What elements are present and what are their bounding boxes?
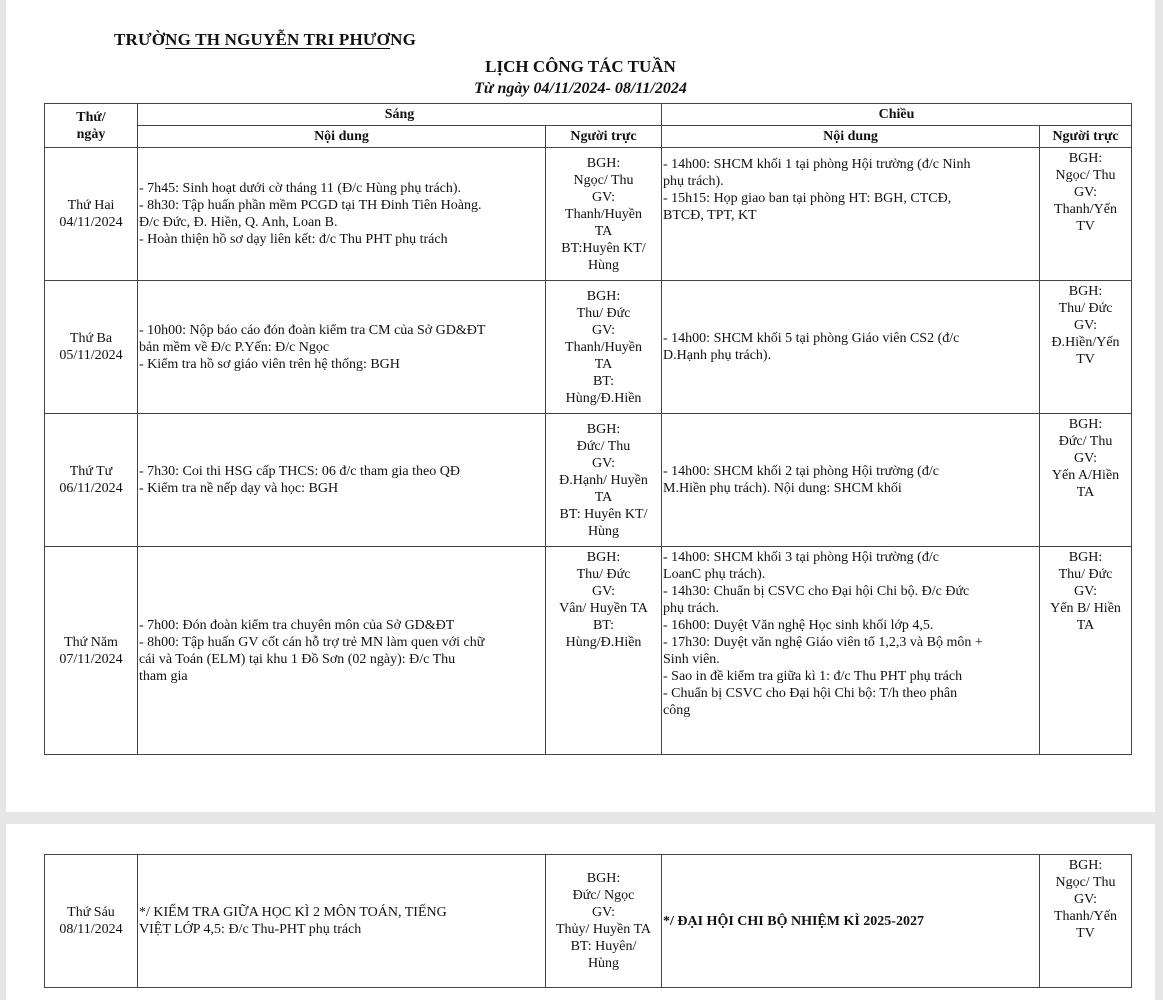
- day-cell: Thứ Hai 04/11/2024: [45, 148, 138, 281]
- afternoon-duty-cell: BGH: Thu/ Đức GV: Yến B/ Hiền TA: [1040, 547, 1132, 755]
- morning-content-cell: */ KIỂM TRA GIỮA HỌC KÌ 2 MÔN TOÁN, TIẾNG VIỆT LỚP 4,5: Đ/c Thu-PHT phụ trách: [138, 855, 546, 988]
- page-sheet-1: [6, 0, 1155, 812]
- morning-duty-cell: BGH: Đức/ Thu GV: Đ.Hạnh/ Huyền TA BT: Huyên KT/ Hùng: [546, 414, 662, 547]
- afternoon-duty-cell: BGH: Thu/ Đức GV: Đ.Hiền/Yến TV: [1040, 281, 1132, 414]
- afternoon-content-cell: - 14h00: SHCM khối 2 tại phòng Hội trường (đ/c M.Hiền phụ trách). Nội dung: SHCM khối: [662, 414, 1040, 547]
- afternoon-content-cell: - 14h00: SHCM khối 5 tại phòng Giáo viên CS2 (đ/c D.Hạnh phụ trách).: [662, 281, 1040, 414]
- table-row: [45, 281, 1132, 414]
- day-cell: Thứ Tư 06/11/2024: [45, 414, 138, 547]
- document-title: LỊCH CÔNG TÁC TUẦN: [485, 57, 676, 76]
- table-row: [45, 547, 1132, 755]
- table-row: [45, 414, 1132, 547]
- morning-content-cell: - 10h00: Nộp báo cáo đón đoàn kiểm tra CM của Sở GD&ĐT bản mềm về Đ/c P.Yến: Đ/c Ngọc - Kiểm tra hồ sơ giáo viên trên hệ thống: BGH: [138, 281, 546, 414]
- morning-duty-cell: BGH: Đức/ Ngọc GV: Thủy/ Huyền TA BT: Huyên/ Hùng: [546, 855, 662, 988]
- col-afternoon-content-header: Nội dung: [662, 126, 1040, 148]
- date-range: Từ ngày 04/11/2024- 08/11/2024: [474, 80, 687, 97]
- afternoon-duty-cell: BGH: Đức/ Thu GV: Yến A/Hiền TA: [1040, 414, 1132, 547]
- col-afternoon-duty-header: Người trực: [1040, 126, 1132, 148]
- table-row: [45, 148, 1132, 281]
- table-row: [45, 855, 1132, 988]
- col-morning-header: Sáng: [138, 104, 662, 126]
- afternoon-content-cell: - 14h00: SHCM khối 3 tại phòng Hội trường (đ/c LoanC phụ trách). - 14h30: Chuẩn bị CSVC cho Đại hội Chi bộ. Đ/c Đức phụ trách. - 16h00: Duyệt Văn nghệ Học sinh khối lớp 4,5. - 17h30: Duyệt văn nghệ Giáo viên tổ 1,2,3 và Bộ môn + Sinh viên. - Sao in đề kiểm tra giữa kì 1: đ/c Thu PHT phụ trách - Chuẩn bị CSVC cho Đại hội Chi bộ: T/h theo phân công: [662, 547, 1040, 755]
- col-morning-duty-header: Người trực: [546, 126, 662, 148]
- morning-duty-cell: BGH: Ngọc/ Thu GV: Thanh/Huyền TA BT:Huyên KT/ Hùng: [546, 148, 662, 281]
- afternoon-content-cell: - 14h00: SHCM khối 1 tại phòng Hội trường (đ/c Ninh phụ trách). - 15h15: Họp giao ban tại phòng HT: BGH, CTCĐ, BTCĐ, TPT, KT: [662, 148, 1040, 281]
- day-cell: Thứ Sáu 08/11/2024: [45, 855, 138, 988]
- col-afternoon-header: Chiều: [662, 104, 1132, 126]
- afternoon-duty-cell: BGH: Ngọc/ Thu GV: Thanh/Yến TV: [1040, 855, 1132, 988]
- morning-content-cell: - 7h00: Đón đoàn kiểm tra chuyên môn của Sở GD&ĐT - 8h00: Tập huấn GV cốt cán hỗ trợ trẻ MN làm quen với chữ cái và Toán (ELM) tại khu 1 Đồ Sơn (02 ngày): Đ/c Thu tham gia: [138, 547, 546, 755]
- morning-duty-cell: BGH: Thu/ Đức GV: Thanh/Huyền TA BT: Hùng/Đ.Hiền: [546, 281, 662, 414]
- afternoon-duty-cell: BGH: Ngọc/ Thu GV: Thanh/Yến TV: [1040, 148, 1132, 281]
- weekly-schedule-table-continued: [44, 854, 1132, 988]
- day-cell: Thứ Năm 07/11/2024: [45, 547, 138, 755]
- school-name: TRƯỜNG TH NGUYỄN TRI PHƯƠNG: [114, 30, 416, 49]
- afternoon-content-cell: */ ĐẠI HỘI CHI BỘ NHIỆM KÌ 2025-2027: [662, 855, 1040, 988]
- day-cell: Thứ Ba 05/11/2024: [45, 281, 138, 414]
- morning-duty-cell: BGH: Thu/ Đức GV: Vân/ Huyền TA BT: Hùng/Đ.Hiền: [546, 547, 662, 755]
- morning-content-cell: - 7h45: Sinh hoạt dưới cờ tháng 11 (Đ/c Hùng phụ trách). - 8h30: Tập huấn phần mềm PCGD tại TH Đinh Tiên Hoàng. Đ/c Đức, Đ. Hiền, Q. Anh, Loan B. - Hoàn thiện hồ sơ dạy liên kết: đ/c Thu PHT phụ trách: [138, 148, 546, 281]
- morning-content-cell: - 7h30: Coi thi HSG cấp THCS: 06 đ/c tham gia theo QĐ - Kiểm tra nề nếp dạy và học: BGH: [138, 414, 546, 547]
- weekly-schedule-table: [44, 103, 1132, 755]
- col-day-header: Thứ/ ngày: [45, 104, 138, 148]
- page-sheet-2: [6, 824, 1155, 1000]
- col-morning-content-header: Nội dung: [138, 126, 546, 148]
